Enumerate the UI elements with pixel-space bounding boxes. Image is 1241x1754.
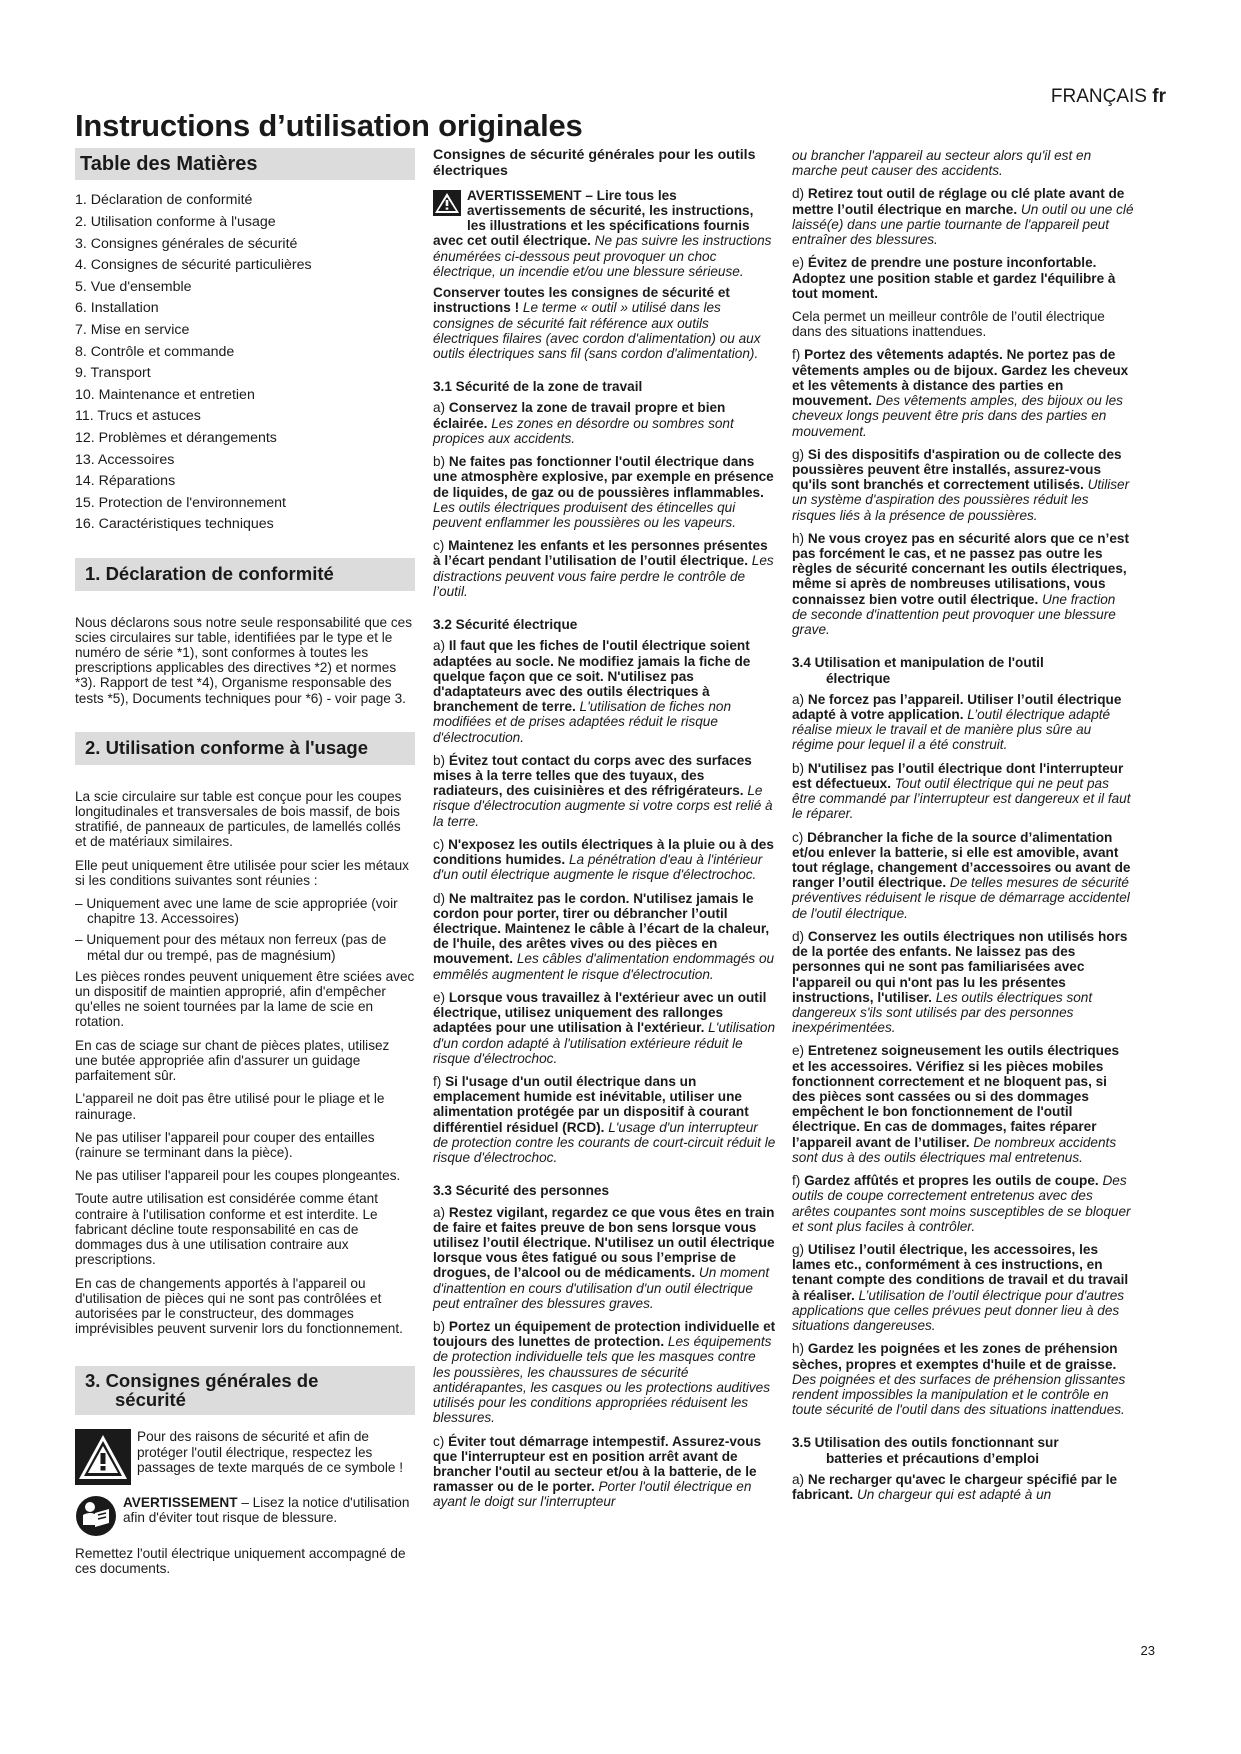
rule-letter: c)	[433, 1433, 445, 1449]
general-warning-italic: Ne pas suivre les instructions énumérées ci-dessous peut provoquer un choc électrique, un incendie et/ou une blessure sérieuse.	[433, 233, 772, 279]
rule-letter: b)	[433, 752, 446, 768]
toc-item[interactable]: 9. Transport	[75, 365, 151, 382]
rule-italic: Les outils électriques sont dangereux s'ils sont utilisés par des personnes inexpérimentées.	[792, 989, 1093, 1036]
page-title: Instructions d’utilisation originales	[75, 108, 583, 143]
rule-3-3-c-continued	[792, 148, 1134, 178]
rule-3-2-c	[433, 837, 776, 883]
keep-instructions-bold: Conserver toutes les consignes de sécurité et instructions !	[433, 285, 730, 316]
section-3-para: Remettez l'outil électrique uniquement accompagné de ces documents.	[75, 1545, 406, 1577]
section-2-para: Ne pas utiliser l'appareil pour les coupes plongeantes.	[75, 1168, 401, 1184]
rule-italic: L'utilisation d'un cordon adapté à l'utilisation extérieure réduit le risque d'électrochoc.	[433, 1020, 776, 1066]
rule-letter: g)	[792, 446, 805, 462]
rule-3-5-a	[792, 1472, 1134, 1502]
rule-bold: Si l'usage d'un outil électrique dans un emplacement humide est inévitable, utiliser une alimentation protégée par un dispositif à courant différentiel résiduel (RCD).	[433, 1073, 749, 1135]
rule-letter: e)	[792, 1043, 805, 1059]
subsection-3-5-line2: batteries et précautions d’emploi	[826, 1450, 1040, 1466]
rule-bold: Ne forcez pas l’appareil. Utiliser l’outil électrique adapté à votre application.	[792, 691, 1122, 722]
rule-3-4-h	[792, 1341, 1134, 1417]
subsection-3-4-line2: électrique	[826, 670, 891, 686]
rule-italic: Des vêtements amples, des bijoux ou les cheveux longs peuvent être pris dans des parties en mouvement.	[792, 393, 1123, 439]
rule-bold: N'exposez les outils électriques à la pluie ou à des conditions humides.	[433, 836, 774, 868]
toc-item[interactable]: 14. Réparations	[75, 473, 176, 490]
rule-letter: f)	[792, 1173, 801, 1189]
rule-3-4-d	[792, 929, 1134, 1036]
safety-warning-row	[75, 1429, 415, 1488]
read-manual-icon	[75, 1495, 117, 1540]
subsection-3-5-heading	[792, 1435, 1134, 1465]
rule-italic: L’utilisation de l’outil électrique pour d'autres applications que celles prévues peut donner lieu à des situations dangereuses.	[792, 1287, 1125, 1334]
rule-bold: Ne maltraitez pas le cordon. N'utilisez jamais le cordon pour porter, tirer ou débrancher l’outil électrique. Maintenez le câble à l’écart de la chaleur, de l'huile, des arêtes vives ou des pièces en mouvement.	[433, 890, 770, 967]
rule-letter: a)	[792, 691, 805, 707]
subsection-3-4-line1: 3.4 Utilisation et manipulation de l'outil	[792, 655, 1044, 671]
rule-bold: Lorsque vous travaillez à l'extérieur avec un outil électrique, utilisez uniquement des rallonges adaptées pour une utilisation à l'extérieur.	[433, 989, 767, 1036]
rule-3-4-a	[792, 692, 1134, 753]
section-2-heading: 2. Utilisation conforme à l'usage	[75, 732, 415, 765]
column-right	[792, 148, 1134, 1510]
rule-3-3-h	[792, 531, 1134, 638]
subsection-3-3-heading: 3.3 Sécurité des personnes	[433, 1183, 610, 1199]
rule-bold: Gardez les poignées et les zones de préhension sèches, propres et exemptes d'huile et de graisse.	[792, 1341, 1118, 1372]
section-2-para: L'appareil ne doit pas être utilisé pour le pliage et le rainurage.	[75, 1091, 385, 1122]
rule-bold: Ne recharger qu'avec le chargeur spécifié par le fabricant.	[792, 1471, 1118, 1503]
section-2-dash: – Uniquement avec une lame de scie appropriée (voir chapitre 13. Accessoires)	[75, 895, 398, 927]
rule-letter: b)	[792, 760, 805, 776]
rule-bold: Portez un équipement de protection individuelle et toujours des lunettes de protection.	[433, 1319, 776, 1350]
toc-list	[75, 190, 415, 536]
rule-bold: Évitez de prendre une posture inconfortable. Adoptez une position stable et gardez l'équilibre à tout moment.	[792, 255, 1116, 301]
rule-bold: Débrancher la fiche de la source d’alimentation et/ou enlever la batterie, si elle est amovible, avant tout réglage, changement d’accessoires ou avant de ranger l’outil électrique.	[792, 829, 1131, 891]
rule-italic: Tout outil électrique qui ne peut pas être commandé par l’interrupteur est dangereux et il faut le réparer.	[792, 775, 1131, 822]
read-manual-warning-label: AVERTISSEMENT	[123, 1494, 238, 1510]
rule-letter: d)	[792, 928, 805, 944]
rule-italic: L'usage d'un interrupteur de protection contre les courants de court-circuit réduit le risque d'électrochoc.	[433, 1119, 776, 1166]
rule-letter: e)	[433, 989, 446, 1005]
toc-item[interactable]: 5. Vue d'ensemble	[75, 278, 192, 295]
subsection-3-1-heading: 3.1 Sécurité de la zone de travail	[433, 379, 643, 395]
warning-triangle-icon	[75, 1429, 131, 1488]
section-1-heading: 1. Déclaration de conformité	[75, 558, 415, 591]
rule-bold: Ne vous croyez pas en sécurité alors que ce n’est pas forcément le cas, et ne passez pas outre les règles de sécurité concernant les outils électriques, même si après de nombreuses utilisations, vous connaissez bien votre outil électrique.	[792, 530, 1129, 607]
rule-bold: Si des dispositifs d'aspiration ou de collecte des poussières peuvent être installés, assurez-vous qu'ils sont branchés et correctement utilisés.	[792, 446, 1122, 493]
rule-bold: N'utilisez pas l’outil électrique dont l'interrupteur est défectueux.	[792, 760, 1124, 791]
rule-letter: e)	[792, 255, 805, 271]
rule-italic: ou brancher l'appareil au secteur alors qu'il est en marche peut causer des accidents.	[792, 148, 1092, 179]
rule-italic: Les câbles d'alimentation endommagés ou emmêlés augmentent le risque d'électrocution.	[433, 951, 775, 982]
section-3-heading-line2: sécurité	[115, 1388, 186, 1410]
toc-item[interactable]: 7. Mise en service	[75, 321, 190, 338]
toc-heading: Table des Matières	[75, 148, 415, 180]
rule-letter: g)	[792, 1242, 805, 1257]
rule-italic: L'utilisation de fiches non modifiées et de prises adaptées réduit le risque d'électrocution.	[433, 699, 732, 745]
rule-letter: a)	[433, 638, 446, 654]
rule-letter: a)	[433, 1204, 446, 1220]
rule-italic: Des poignées et des surfaces de préhension glissantes rendent impossibles la manipulation et le contrôle en toute sécurité de l'outil dans des situations inattendues.	[792, 1371, 1126, 1418]
rule-3-3-a	[433, 1205, 776, 1312]
rule-letter: b)	[433, 454, 446, 470]
rule-italic: La pénétration d'eau à l'intérieur d'un outil électrique augmente le risque d'électrochoc.	[433, 852, 763, 883]
rule-bold: Portez des vêtements adaptés. Ne portez pas de vêtements amples ou de bijoux. Gardez les cheveux et les vêtements à distance des parties en mouvement.	[792, 347, 1129, 409]
rule-italic: L’outil électrique adapté réalise mieux le travail et de manière plus sûre au régime pour lequel il a été construit.	[792, 707, 1111, 753]
rule-letter: h)	[792, 530, 805, 546]
rule-3-4-g	[792, 1242, 1134, 1333]
rule-3-3-e-note: Cela permet un meilleur contrôle de l’outil électrique dans des situations inattendues.	[792, 308, 1105, 340]
subsection-3-5-line1: 3.5 Utilisation des outils fonctionnant sur	[792, 1435, 1059, 1451]
toc-item[interactable]: 10. Maintenance et entretien	[75, 386, 255, 403]
toc-item[interactable]: 15. Protection de l'environnement	[75, 494, 286, 511]
rule-letter: d)	[792, 186, 805, 202]
toc-item[interactable]: 4. Consignes de sécurité particulières	[75, 257, 312, 274]
toc-item[interactable]: 6. Installation	[75, 300, 159, 317]
rule-italic: Les outils électriques produisent des étincelles qui peuvent enflammer les poussières ou les vapeurs.	[433, 499, 736, 530]
column-middle	[433, 148, 776, 1518]
rule-3-4-f	[792, 1173, 1134, 1234]
read-manual-row	[75, 1495, 415, 1540]
rule-italic: Le risque d'électrocution augmente si votre corps est relié à la terre.	[433, 783, 773, 829]
rule-3-4-e	[792, 1043, 1134, 1165]
section-2-dash: – Uniquement pour des métaux non ferreux (pas de métal dur ou trempé, pas de magnésium)	[75, 932, 387, 963]
section-2-para: La scie circulaire sur table est conçue pour les coupes longitudinales et transversales de bois massif, de bois stratifié, de panneaux de particules, de lamellés collés et de matériaux similaires.	[75, 788, 402, 850]
rule-3-1-a	[433, 400, 776, 446]
rule-italic: Les équipements de protection individuelle tels que les masques contre les poussières, les chaussures de sécurité antidérapantes, les casques ou les protections auditives utilisés pour les conditions appropriées réduisent les blessures.	[433, 1334, 772, 1426]
rule-italic: Les zones en désordre ou sombres sont propices aux accidents.	[433, 415, 734, 446]
rule-italic: Un outil ou une clé laissé(e) dans une partie tournante de l'appareil peut entraîner des blessures.	[792, 201, 1134, 248]
section-2-para: Ne pas utiliser l'appareil pour couper des entailles (rainure se terminant dans la pièce).	[75, 1129, 375, 1161]
toc-item[interactable]: 1. Déclaration de conformité	[75, 192, 253, 209]
language-name: FRANÇAIS	[1050, 86, 1147, 107]
rule-bold: Retirez tout outil de réglage ou clé plate avant de mettre l’outil électrique en marche.	[792, 186, 1125, 217]
rule-bold: Gardez affûtés et propres les outils de coupe.	[804, 1173, 1099, 1189]
rule-bold: Entretenez soigneusement les outils électriques et les accessoires. Vérifiez si les pièces mobiles fonctionnent correctement et ne bloquent pas, si des pièces sont cassées ou si des dommages empêchent le bon fonctionnement de l'outil électrique. En cas de dommages, faites réparer l’appareil avant de l’utiliser.	[792, 1043, 1120, 1150]
toc-item[interactable]: 16. Caractéristiques techniques	[75, 516, 274, 533]
rule-bold: Conservez la zone de travail propre et bien éclairée.	[433, 400, 726, 431]
toc-item[interactable]: 8. Contrôle et commande	[75, 343, 235, 360]
rule-3-4-c	[792, 830, 1134, 921]
rule-italic: De telles mesures de sécurité préventives réduisent le risque de démarrage accidentel de l'outil électrique.	[792, 875, 1130, 921]
rule-letter: c)	[433, 836, 445, 852]
rule-bold: Conservez les outils électriques non utilisés hors de la portée des enfants. Ne laissez pas des personnes qui ne sont pas familiarisées avec l'appareil ou qui n'ont pas lu les présentes instructions, l'utiliser.	[792, 928, 1128, 1005]
general-warning-bold: AVERTISSEMENT – Lire tous les avertissements de sécurité, les instructions, les illustrations et les spécifications fournis avec cet outil électrique.	[433, 187, 754, 249]
toc-item[interactable]: 2. Utilisation conforme à l'usage	[75, 213, 276, 230]
toc-item[interactable]: 13. Accessoires	[75, 451, 175, 468]
rule-bold: Il faut que les fiches de l'outil électrique soient adaptées au socle. Ne modifiez jamais la fiche de quelque façon que ce soit. N'utilisez pas d'adaptateurs avec des outils électriques à branchement de terre.	[433, 638, 751, 715]
rule-3-3-e	[792, 255, 1134, 301]
rule-bold: Maintenez les enfants et les personnes présentes à l’écart pendant l’utilisation de l’outil électrique.	[433, 538, 768, 569]
section-2-para: En cas de changements apportés à l'appareil ou d'utilisation de pièces qui ne sont pas contrôlées et autorisées par le constructeur, des dommages imprévisibles peuvent survenir lors du fonctionnement.	[75, 1275, 403, 1337]
read-manual-text	[123, 1495, 415, 1525]
keep-instructions	[433, 285, 776, 361]
rule-3-2-b	[433, 753, 776, 829]
rule-3-3-b	[433, 1319, 776, 1426]
rule-bold: Ne faites pas fonctionner l'outil électrique dans une atmosphère explosive, par exemple en présence de liquides, de gaz ou de poussières inflammables.	[433, 454, 774, 500]
rule-3-2-f	[433, 1074, 776, 1165]
rule-italic: Utiliser un système d'aspiration des poussières réduit les risques liés à la présence de poussières.	[792, 477, 1130, 523]
rule-italic: Un chargeur qui est adapté à un	[853, 1487, 1052, 1503]
rule-italic: De nombreux accidents sont dus à des outils électriques mal entretenus.	[792, 1134, 1117, 1165]
toc-item[interactable]: 3. Consignes générales de sécurité	[75, 235, 298, 252]
rule-3-4-b	[792, 761, 1134, 822]
section-2-para: Toute autre utilisation est considérée comme étant contraire à l'utilisation conforme et est interdite. Le fabricant décline toute responsabilité en cas de dommages dus à une utilisation contraire aux prescriptions.	[75, 1191, 379, 1268]
keep-instructions-italic: Le terme « outil » utilisé dans les consignes de sécurité fait référence aux outils électriques filaires (avec cordon d'alimentation) ou aux outils électriques sans fil (sans cordon d'alimentation).	[433, 300, 761, 361]
rule-3-1-c	[433, 538, 776, 599]
page-number: 23	[1140, 1643, 1155, 1658]
rule-italic: Une fraction de seconde d'inattention peut provoquer une blessure grave.	[792, 591, 1116, 638]
rule-bold: Évitez tout contact du corps avec des surfaces mises à la terre telles que des tuyaux, des radiateurs, des cuisinières et des réfrigérateurs.	[433, 752, 752, 799]
rule-bold: Éviter tout démarrage intempestif. Assurez-vous que l'interrupteur est en position arrêt avant de brancher l'outil au secteur et/ou à la batterie, de le ramasser ou de le porter.	[433, 1433, 762, 1495]
rule-letter: b)	[433, 1319, 446, 1335]
rule-italic: Les distractions peuvent vous faire perdre le contrôle de l’outil.	[433, 553, 774, 599]
rule-3-2-a	[433, 638, 776, 745]
general-safety-heading: Consignes de sécurité générales pour les outils électriques	[433, 147, 756, 179]
toc-item[interactable]: 11. Trucs et astuces	[75, 408, 201, 425]
rule-3-3-d	[792, 186, 1134, 247]
rule-letter: c)	[433, 538, 445, 554]
rule-bold: Utilisez l’outil électrique, les accessoires, les lames etc., conformément à ces instructions, en tenant compte des conditions de travail et du travail à réaliser.	[792, 1242, 1129, 1303]
section-1-text: Nous déclarons sous notre seule responsabilité que ces scies circulaires sur table, identifiées par le type et le numéro de série *1), sont conformes à toutes les prescriptions applicables des directives *2) et normes *3). Rapport de test *4), Organisme responsable des tests *5), Documents techniques pour *6) - voir page 3.	[75, 614, 413, 706]
rule-3-3-f	[792, 347, 1134, 438]
read-manual-warning-text: – Lisez la notice d'utilisation afin d'éviter tout risque de blessure.	[123, 1494, 410, 1525]
rule-3-2-d	[433, 891, 776, 982]
rule-letter: f)	[792, 347, 801, 363]
section-3-heading	[75, 1366, 415, 1415]
rule-bold: Restez vigilant, regardez ce que vous êtes en train de faire et faites preuve de bon sens lorsque vous utilisez l’outil électrique. N'utilisez un outil électrique lorsque vous êtes fatigué ou sous l’emprise de drogues, de l’alcool ou de médicaments.	[433, 1204, 775, 1281]
rule-italic: Porter l'outil électrique en ayant le doigt sur l'interrupteur	[433, 1479, 752, 1510]
rule-letter: a)	[433, 400, 446, 416]
rule-letter: f)	[433, 1073, 442, 1089]
subsection-3-2-heading: 3.2 Sécurité électrique	[433, 617, 578, 633]
rule-italic: Des outils de coupe correctement entretenus avec des arêtes coupantes sont moins susceptibles de se bloquer et sont plus faciles à contrôler.	[792, 1173, 1131, 1234]
section-3-heading-line1: 3. Consignes générales de	[85, 1370, 319, 1392]
section-2-para: Les pièces rondes peuvent uniquement être sciées avec un dispositif de maintien approprié, afin d'empêcher qu'elles ne soient tournées par la lame de scie en rotation.	[75, 968, 415, 1030]
toc-item[interactable]: 12. Problèmes et dérangements	[75, 429, 277, 446]
warning-triangle-icon	[433, 190, 461, 219]
rule-letter: c)	[792, 829, 804, 845]
rule-letter: d)	[433, 890, 446, 906]
rule-3-2-e	[433, 990, 776, 1066]
rule-3-3-c	[433, 1434, 776, 1510]
column-left	[75, 148, 415, 1584]
language-code: fr	[1152, 86, 1166, 107]
language-label	[1051, 86, 1166, 108]
safety-warning-text: Pour des raisons de sécurité et afin de protéger l'outil électrique, respectez les passages de texte marqués de ce symbole !	[137, 1429, 403, 1475]
rule-italic: Un moment d'inattention en cours d'utilisation d'un outil électrique peut entraîner des blessures graves.	[433, 1265, 770, 1311]
section-2-para: En cas de sciage sur chant de pièces plates, utilisez une butée appropriée afin d'assurer un guidage parfaitement sûr.	[75, 1037, 390, 1084]
rule-letter: a)	[792, 1471, 805, 1487]
section-2-para: Elle peut uniquement être utilisée pour scier les métaux si les conditions suivantes sont réunies :	[75, 857, 409, 888]
rule-letter: h)	[792, 1341, 805, 1357]
rule-3-3-g	[792, 447, 1134, 523]
subsection-3-4-heading	[792, 655, 1134, 685]
rule-3-1-b	[433, 454, 776, 530]
general-warning-row	[433, 188, 776, 279]
